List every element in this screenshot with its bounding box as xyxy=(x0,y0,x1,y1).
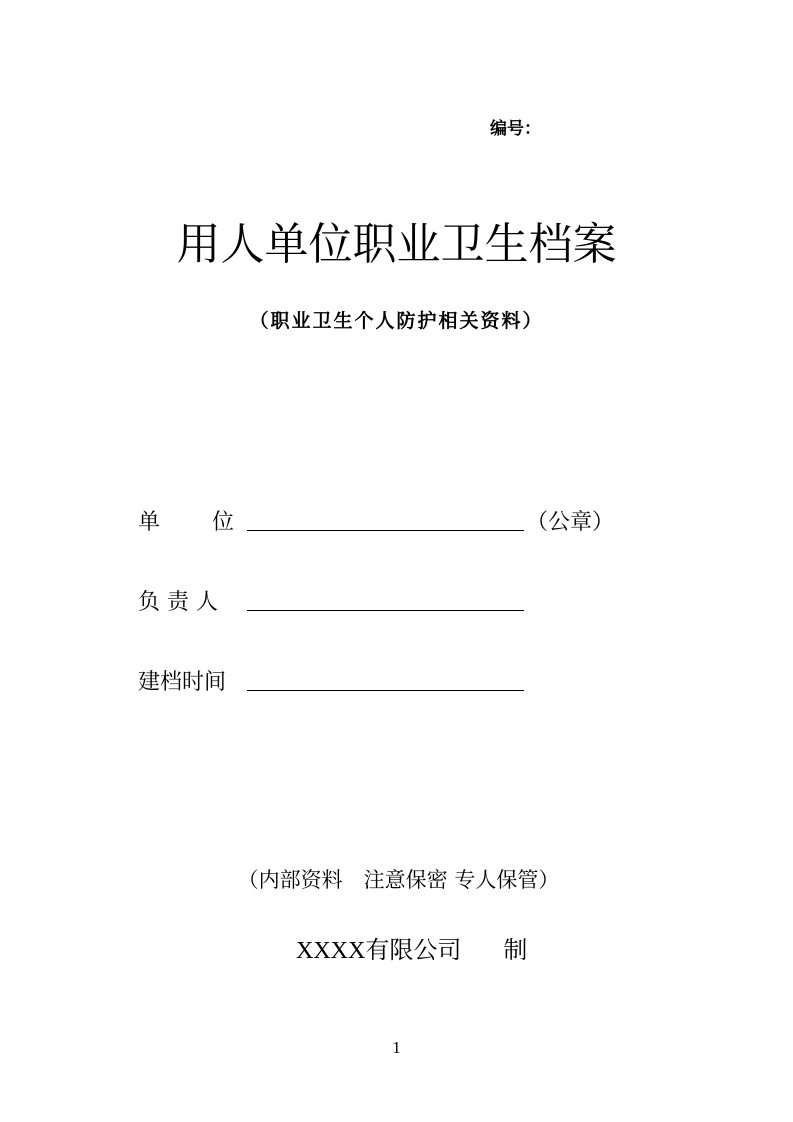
manager-label: 负 责 人 xyxy=(138,590,218,615)
page-number: 1 xyxy=(392,1038,401,1057)
page-subtitle: （职业卫生个人防护相关资料） xyxy=(249,310,544,332)
page-title: 用人单位职业卫生档案 xyxy=(176,219,617,270)
unit-label-char2: 位 xyxy=(212,510,235,535)
company-line xyxy=(296,930,527,965)
unit-input-line[interactable] xyxy=(247,530,524,531)
filing-date-label: 建档时间 xyxy=(138,670,227,695)
manager-input-line[interactable] xyxy=(247,610,524,611)
confidential-note: （内部资料 注意保密 专人保管） xyxy=(237,868,560,892)
official-seal-note: （公章） xyxy=(526,510,615,535)
company-name: XXXX有限公司 xyxy=(296,938,462,964)
filing-date-input-line[interactable] xyxy=(247,690,524,691)
company-suffix: 制 xyxy=(503,938,528,964)
unit-label-char1: 单 xyxy=(138,510,161,535)
serial-number-label: 编号： xyxy=(490,119,541,139)
